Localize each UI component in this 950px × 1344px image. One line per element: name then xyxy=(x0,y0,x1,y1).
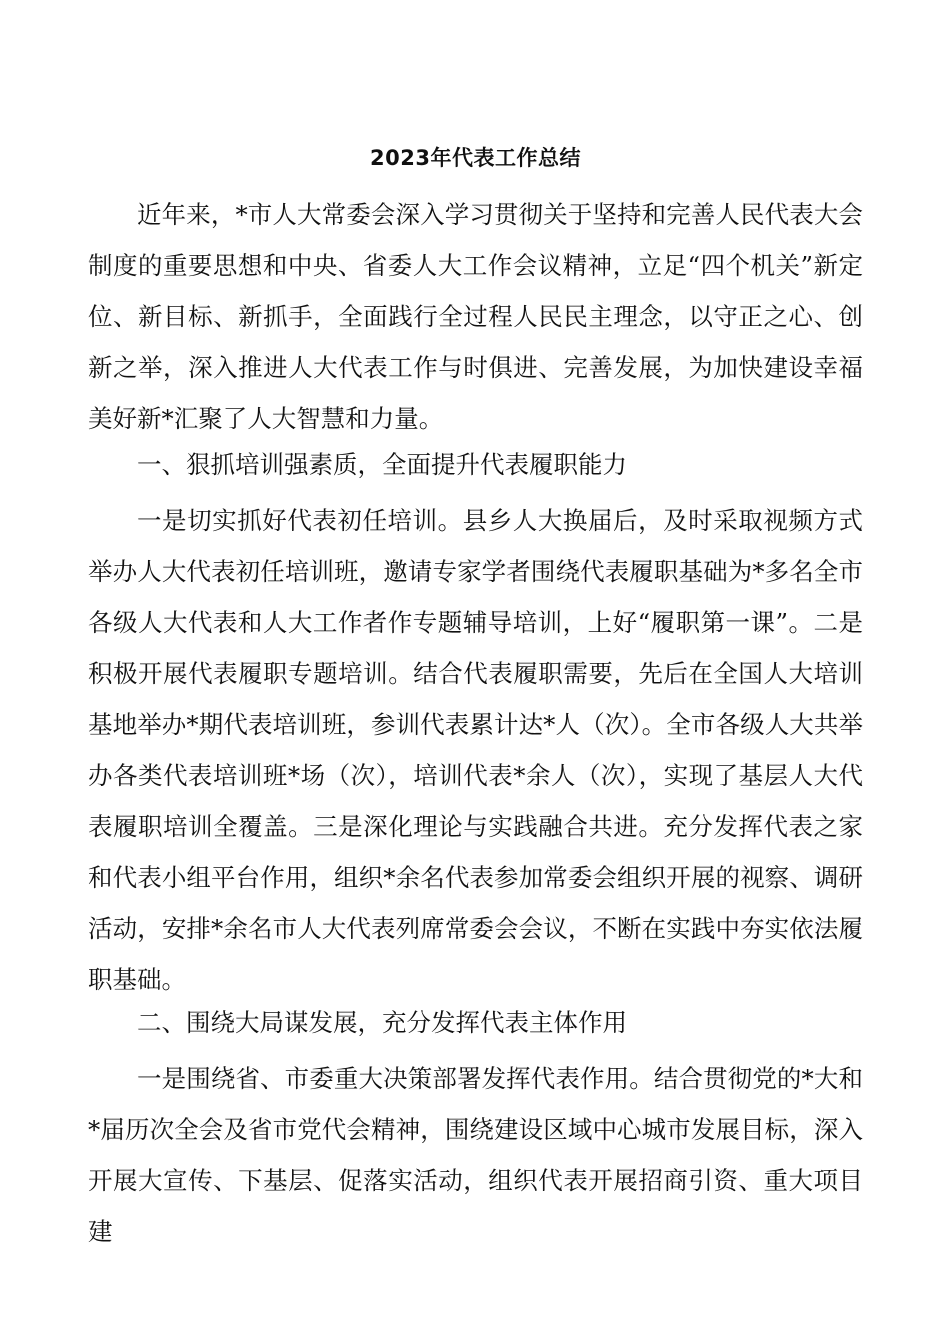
section-1-paragraph: 一是切实抓好代表初任培训。县乡人大换届后，及时采取视频方式举办人大代表初任培训班，邀请专家学者围绕代表履职基础为*多名全市各级人大代表和人大工作者作专题辅导培训，上好“履职第一课”。二是积极开展代表履职专题培训。结合代表履职需要，先后在全国人大培训基地举办*期代表培训班，参训代表累计达*人（次）。全市各级人大共举办各类代表培训班*场（次），培训代表*余人（次），实现了基层人大代表履职培训全覆盖。三是深化理论与实践融合共进。充分发挥代表之家和代表小组平台作用，组织*余名代表参加常委会组织开展的视察、调研活动，安排*余名市人大代表列席常委会会议，不断在实践中夯实依法履职基础。 xyxy=(88,506,863,994)
intro-paragraph: 近年来，*市人大常委会深入学习贯彻关于坚持和完善人民代表大会制度的重要思想和中央、省委人大工作会议精神，立足“四个机关”新定位、新目标、新抓手，全面践行全过程人民民主理念，以守正之心、创新之举，深入推进人大代表工作与时俱进、完善发展，为加快建设幸福美好新*汇聚了人大智慧和力量。 xyxy=(88,200,863,433)
document-title: 2023年代表工作总结 xyxy=(370,146,581,170)
section-2-heading: 二、围绕大局谋发展，充分发挥代表主体作用 xyxy=(137,1008,627,1037)
section-1-heading: 一、狠抓培训强素质，全面提升代表履职能力 xyxy=(137,450,627,479)
section-2-paragraph: 一是围绕省、市委重大决策部署发挥代表作用。结合贯彻党的*大和*届历次全会及省市党代会精神，围绕建设区域中心城市发展目标，深入开展大宣传、下基层、促落实活动，组织代表开展招商引资、重大项目建 xyxy=(88,1064,863,1246)
